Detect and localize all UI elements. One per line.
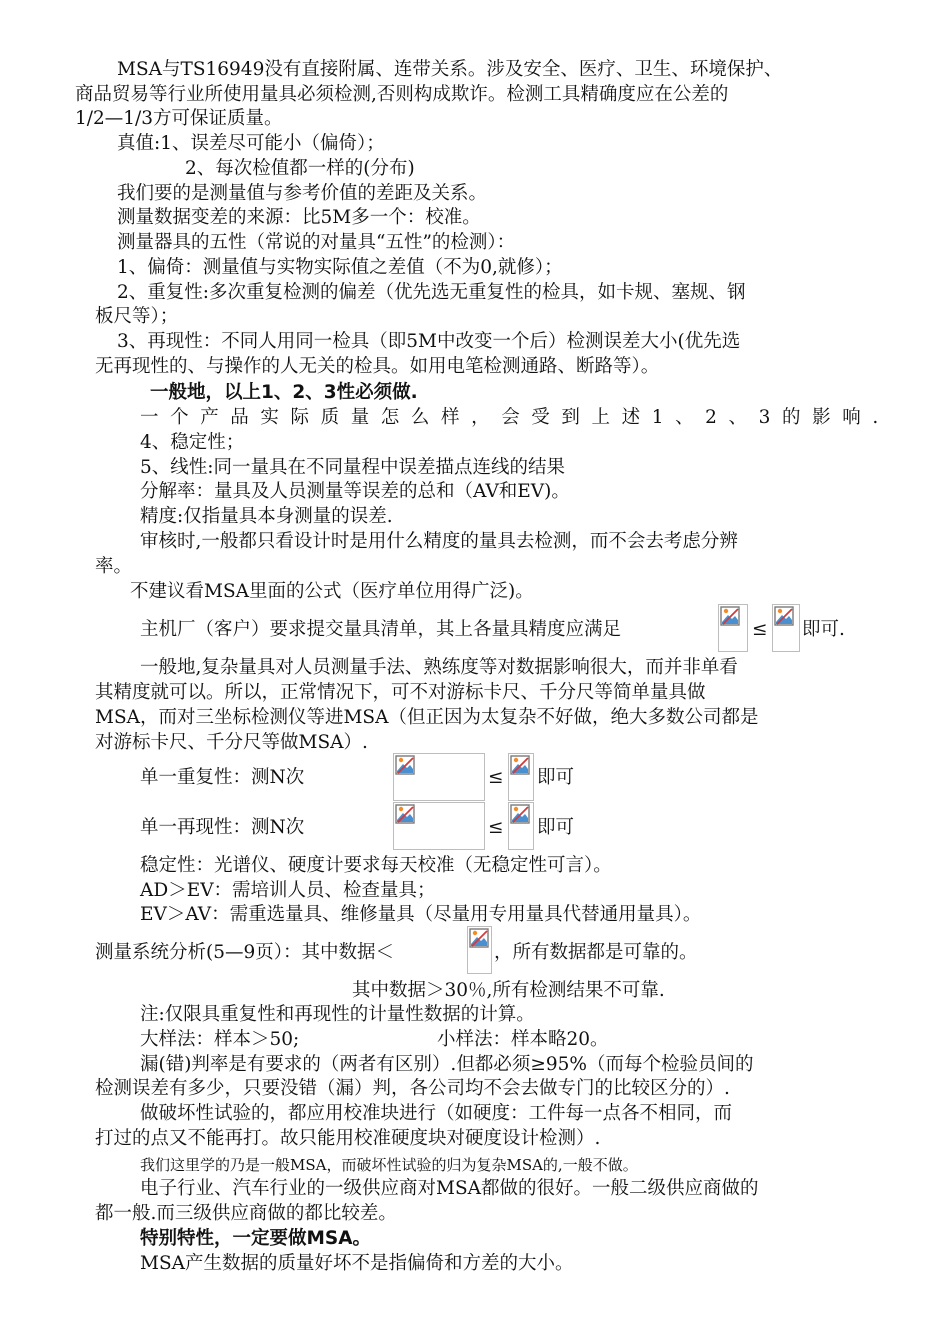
broken-image-icon: [508, 802, 534, 850]
text-line: 我们要的是测量值与参考价值的差距及关系。: [117, 183, 488, 204]
text-line: 板尺等）；: [95, 306, 179, 327]
text-line: 审核时,一般都只看设计时是用什么精度的量具去检测，而不会去考虑分辨: [140, 531, 738, 552]
broken-image-icon: [508, 753, 534, 801]
broken-image-icon: [772, 604, 800, 652]
text-line: 注:仅限具重复性和再现性的计量性数据的计算。: [140, 1004, 535, 1025]
text-line: 对游标卡尺、千分尺等做MSA）.: [95, 732, 368, 753]
text-line: 1/2—1/3方可保证质量。: [75, 108, 283, 129]
text-line: 主机厂（客户）要求提交量具清单，其上各量具精度应满足: [140, 619, 622, 640]
text-line: 1、偏倚：测量值与实物实际值之差值（不为0,就修）；: [117, 257, 563, 278]
text-line: 大样法：样本＞50;: [140, 1029, 300, 1050]
text-line: 单一重复性：测N次: [140, 767, 305, 788]
text-line: ，所有数据都是可靠的。: [494, 942, 698, 963]
text-line: 测量系统分析(5—9页）：其中数据＜: [95, 942, 395, 963]
broken-image-icon: [718, 604, 748, 652]
text-line: 即可.: [802, 619, 845, 640]
text-line: MSA产生数据的质量好坏不是指偏倚和方差的大小。: [140, 1253, 574, 1274]
small-text-line: 我们这里学的乃是一般MSA，而破坏性试验的归为复杂MSA的,一般不做。: [140, 1156, 638, 1174]
broken-image-icon: [467, 926, 492, 974]
text-line: 做破坏性试验的，都应用校准块进行（如硬度：工件每一点各不相同，而: [140, 1103, 733, 1124]
text-line: 即可: [537, 817, 575, 838]
text-line: EV＞AV：需重选量具、维修量具（尽量用专用量具代替通用量具）。: [140, 904, 702, 925]
text-line: 打过的点又不能再打。故只能用校准硬度块对硬度设计检测）.: [95, 1128, 601, 1149]
text-line: 电子行业、汽车行业的一级供应商对MSA都做的很好。一般二级供应商做的: [140, 1178, 759, 1199]
text-line: MSA与TS16949没有直接附属、连带关系。涉及安全、医疗、卫生、环境保护、: [117, 59, 783, 80]
text-line: 一个产品实际质量怎么样，会受到上述1、2、3的影响.: [140, 407, 890, 428]
text-line: ≤: [488, 817, 504, 838]
text-line: 不建议看MSA里面的公式（医疗单位用得广泛)。: [130, 581, 534, 602]
text-line: 测量器具的五性（常说的对量具“五性”的检测）：: [117, 232, 516, 253]
text-line: 一般地,复杂量具对人员测量手法、熟练度等对数据影响很大，而并非单看: [140, 657, 738, 678]
broken-image-icon: [393, 802, 485, 850]
text-line: ≤: [752, 619, 768, 640]
text-line: 小样法：样本略20。: [437, 1029, 609, 1050]
text-line: 其精度就可以。所以，正常情况下，可不对游标卡尺、千分尺等简单量具做: [95, 682, 706, 703]
text-line: MSA，而对三坐标检测仪等进MSA（但正因为太复杂不好做，绝大多数公司都是: [95, 707, 759, 728]
text-line: 无再现性的、与操作的人无关的检具。如用电笔检测通路、断路等）。: [95, 356, 660, 377]
text-line: 精度:仅指量具本身测量的误差.: [140, 506, 393, 527]
text-line: 都一般.而三级供应商做的都比较差。: [95, 1203, 397, 1224]
text-line: 测量数据变差的来源：比5M多一个：校准。: [117, 207, 481, 228]
text-line: 4、稳定性；: [140, 432, 245, 453]
text-line: 稳定性：光谱仪、硬度计要求每天校准（无稳定性可言）。: [140, 855, 612, 876]
text-line: 其中数据＞30％,所有检测结果不可靠.: [352, 980, 665, 1001]
broken-image-icon: [393, 753, 485, 801]
text-line: 率。: [95, 556, 133, 577]
text-line: 真值:1、误差尽可能小（偏倚）；: [117, 133, 385, 154]
text-line: 2、重复性:多次重复检测的偏差（优先选无重复性的检具，如卡规、塞规、钢: [117, 282, 746, 303]
text-line: 5、线性:同一量具在不同量程中误差描点连线的结果: [140, 457, 566, 478]
text-line: 漏(错)判率是有要求的（两者有区别）.但都必须≥95%（而每个检验员间的: [140, 1054, 754, 1075]
text-line: 3、再现性：不同人用同一检具（即5M中改变一个后）检测误差大小(优先选: [117, 331, 741, 352]
text-line: ≤: [488, 767, 504, 788]
text-line: 分解率：量具及人员测量等误差的总和（AV和EV)。: [140, 481, 570, 502]
text-line: 检测误差有多少，只要没错（漏）判，各公司均不会去做专门的比较区分的）.: [95, 1078, 730, 1099]
text-line: 单一再现性：测N次: [140, 817, 305, 838]
text-line: AD＞EV：需培训人员、检查量具；: [140, 880, 436, 901]
text-line: 商品贸易等行业所使用量具必须检测,否则构成欺诈。检测工具精确度应在公差的: [75, 84, 729, 105]
bold-heading: 特别特性，一定要做MSA。: [140, 1228, 372, 1249]
bold-heading: 一般地，以上1、2、3性必须做.: [150, 382, 418, 403]
text-line: 2、每次检值都一样的(分布): [185, 158, 415, 179]
text-line: 即可: [537, 767, 575, 788]
